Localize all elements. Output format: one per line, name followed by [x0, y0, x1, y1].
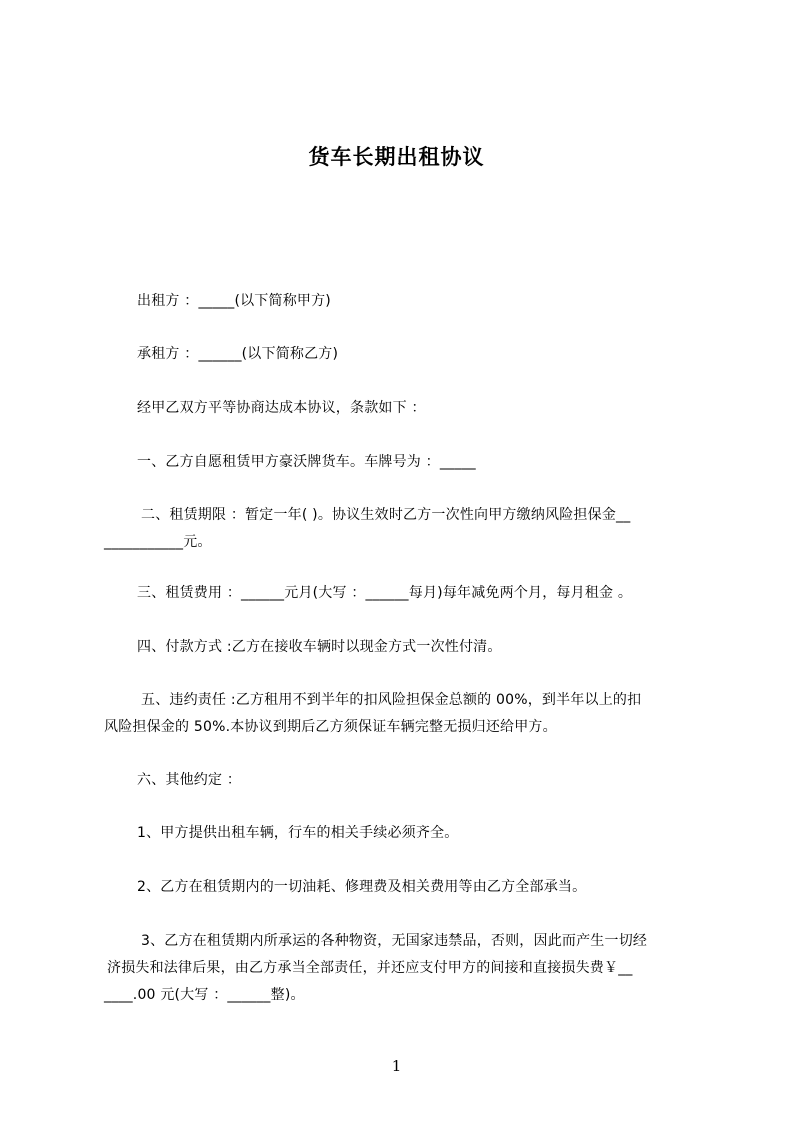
paragraph-lessee: 承租方 ：______(以下简称乙方)	[137, 346, 339, 362]
clause-1: 一、乙方自愿租赁甲方豪沃牌货车。车牌号为 ：_____	[137, 454, 476, 470]
clause-4: 四、付款方式 :乙方在接收车辆时以现金方式一次性付清。	[137, 639, 502, 655]
clause-6-item-3-line-3: ____.00 元(大写 ：______整)。	[104, 987, 305, 1003]
clause-5-line-1: 五、违约责任 :乙方租用不到半年的扣风险担保金总额的 00%，到半年以上的扣	[141, 692, 642, 708]
clause-6-item-1: 1、甲方提供出租车辆，行车的相关手续必须齐全。	[137, 825, 459, 841]
clause-3: 三、租赁费用 ：______元月(大写 ：______每月)每年减免两个月，每月租金 。	[137, 585, 633, 601]
clause-2-line-2: ___________元。	[104, 534, 212, 550]
clause-6-item-2: 2、乙方在租赁期内的一切油耗、修理费及相关费用等由乙方全部承当。	[137, 879, 587, 895]
document-title: 货车长期出租协议	[308, 145, 485, 169]
clause-6-item-3-line-2: 济损失和法律后果，由乙方承当全部责任，并还应支付甲方的间接和直接损失费￥__	[107, 960, 633, 976]
clause-6-heading: 六、其他约定 ：	[137, 772, 242, 788]
clause-6-item-3-line-1: 3、乙方在租赁期内所承运的各种物资，无国家违禁品，否则，因此而产生一切经	[141, 933, 648, 949]
clause-5-line-2: 风险担保金的 50%.本协议到期后乙方须保证车辆完整无损归还给甲方。	[104, 719, 557, 735]
page-number: 1	[391, 1057, 402, 1075]
paragraph-lessor: 出租方 ：_____(以下简称甲方)	[137, 293, 331, 309]
paragraph-intro: 经甲乙双方平等协商达成本协议，条款如下 ：	[137, 400, 426, 416]
clause-2-line-1: 二、租赁期限 ：暂定一年( )。协议生效时乙方一次性向甲方缴纳风险担保金__	[141, 507, 631, 523]
